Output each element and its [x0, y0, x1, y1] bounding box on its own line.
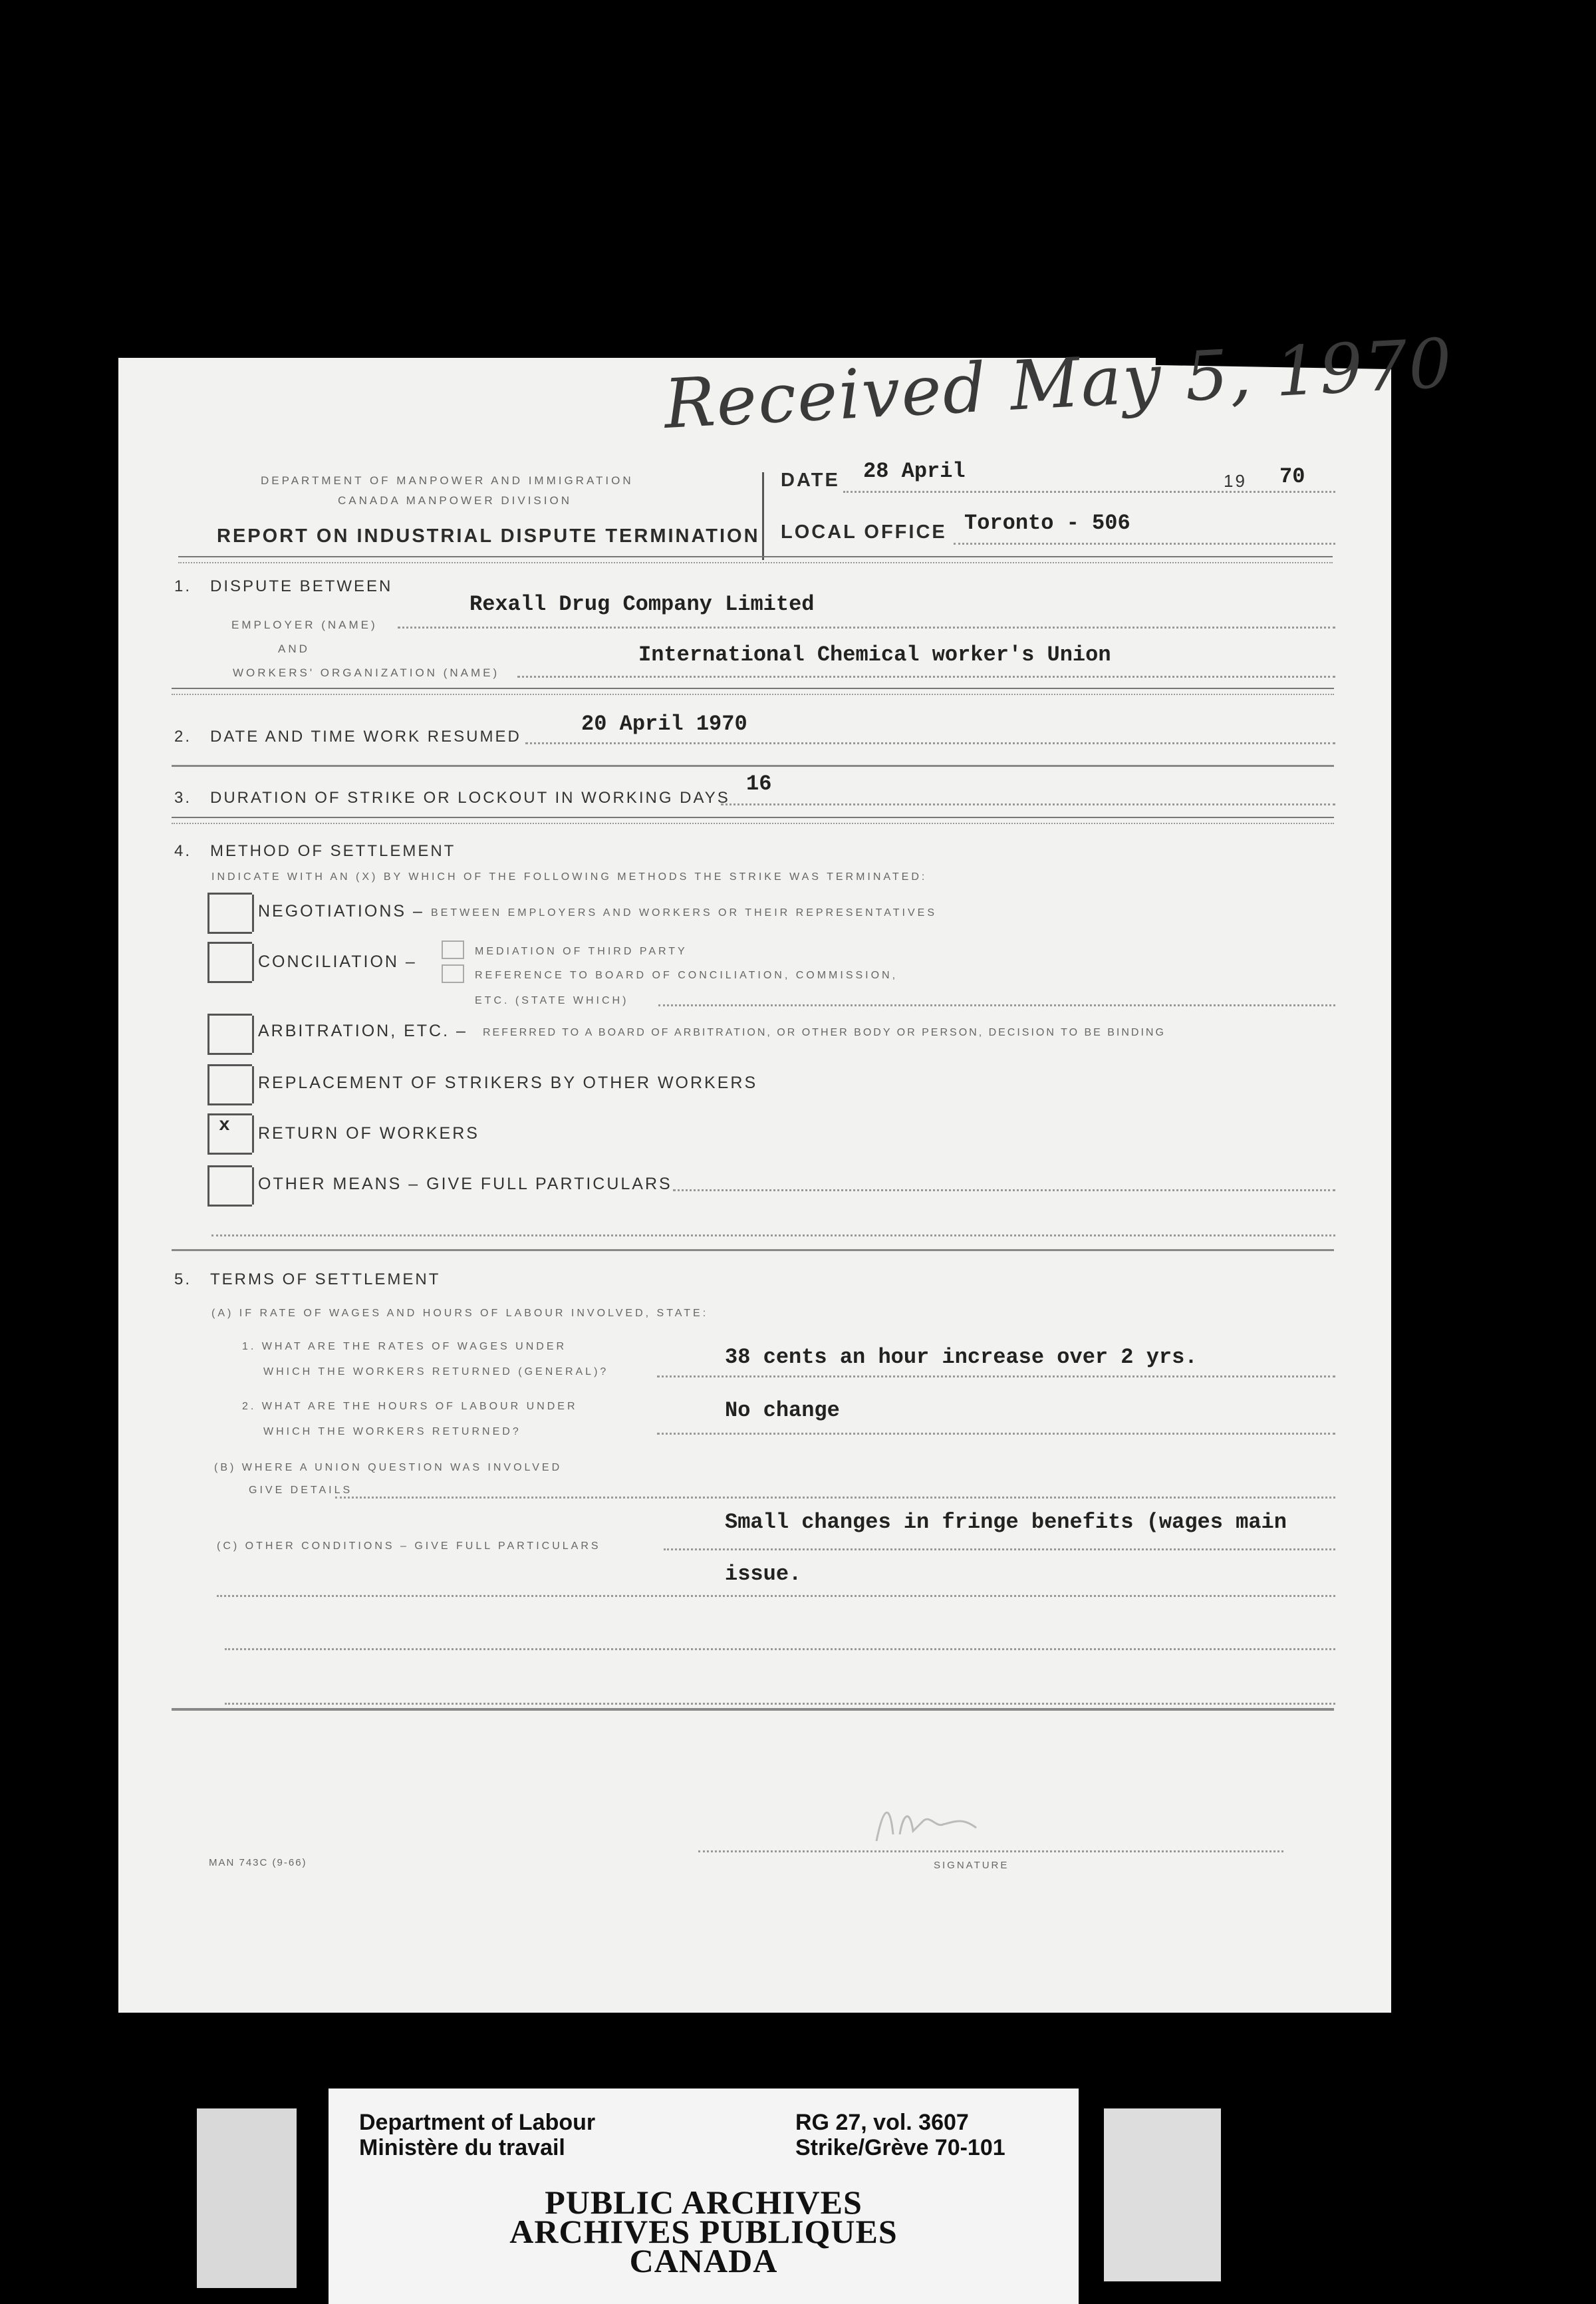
year-value: 70	[1279, 464, 1305, 489]
replacement-label: REPLACEMENT OF STRIKERS BY OTHER WORKERS	[258, 1074, 758, 1092]
public-archives-line: PUBLIC ARCHIVES	[545, 2184, 863, 2221]
negotiations-label: NEGOTIATIONS –	[258, 902, 424, 921]
form-title: REPORT ON INDUSTRIAL DISPUTE TERMINATION	[217, 525, 760, 547]
employer-value: Rexall Drug Company Limited	[469, 592, 815, 617]
hours-question-line1: 2. WHAT ARE THE HOURS OF LABOUR UNDER	[242, 1401, 578, 1412]
division-line: CANADA MANPOWER DIVISION	[338, 494, 572, 507]
negotiations-desc: BETWEEN EMPLOYERS AND WORKERS OR THEIR REPRESENTATIVES	[431, 907, 937, 919]
right-archive-tab	[1104, 2108, 1221, 2281]
other-conditions-line2: issue.	[725, 1562, 802, 1586]
hours-question-line2: WHICH THE WORKERS RETURNED?	[263, 1426, 521, 1437]
arbitration-label: ARBITRATION, ETC. –	[258, 1022, 467, 1040]
arbitration-desc: REFERRED TO A BOARD OF ARBITRATION, OR OTHER BODY OR PERSON, DECISION TO BE BINDING	[483, 1027, 1166, 1038]
received-handwriting: Received May 5, 1970	[662, 324, 1455, 444]
other-means-checkbox[interactable]	[207, 1165, 252, 1207]
archive-stamp	[329, 2088, 1079, 2304]
section3-title: DURATION OF STRIKE OR LOCKOUT IN WORKING DAYS	[210, 789, 730, 807]
and-label: AND	[278, 643, 310, 655]
stamp-dept-fr: Ministère du travail	[359, 2135, 565, 2160]
left-archive-tab	[197, 2108, 297, 2288]
workers-org-label: WORKERS' ORGANIZATION (NAME)	[233, 666, 500, 679]
other-conditions-line1: Small changes in fringe benefits (wages main	[725, 1510, 1287, 1534]
signature-scribble	[863, 1795, 1023, 1854]
return-of-workers-label: RETURN OF WORKERS	[258, 1124, 479, 1143]
wages-value: 38 cents an hour increase over 2 yrs.	[725, 1345, 1198, 1369]
checked-x-mark: x	[219, 1115, 230, 1136]
negotiations-checkbox[interactable]	[207, 893, 252, 934]
union-question-line2: GIVE DETAILS	[249, 1485, 353, 1496]
section2-number: 2.	[174, 728, 192, 746]
hours-value: No change	[725, 1398, 840, 1423]
section2-title: DATE AND TIME WORK RESUMED	[210, 728, 521, 746]
return-of-workers-checkbox[interactable]	[207, 1113, 252, 1155]
employer-label: EMPLOYER (NAME)	[231, 619, 378, 631]
wages-question-line2: WHICH THE WORKERS RETURNED (GENERAL)?	[263, 1366, 609, 1377]
archives-publiques-line: ARCHIVES PUBLIQUES	[509, 2213, 898, 2250]
etc-label: ETC. (STATE WHICH)	[475, 995, 629, 1006]
stamp-rg: RG 27, vol. 3607	[795, 2110, 969, 2135]
terms-a-label: (A) IF RATE OF WAGES AND HOURS OF LABOUR INVOLVED, STATE:	[211, 1308, 709, 1319]
date-value: 28 April	[863, 459, 966, 484]
year-prefix: 19	[1224, 471, 1247, 491]
section5-number: 5.	[174, 1270, 192, 1288]
reference-label: REFERENCE TO BOARD OF CONCILIATION, COMMISSION,	[475, 970, 898, 981]
reference-checkbox[interactable]	[442, 964, 464, 983]
conciliation-checkbox[interactable]	[207, 942, 252, 983]
form-page	[118, 324, 1455, 2013]
wages-question-line1: 1. WHAT ARE THE RATES OF WAGES UNDER	[242, 1341, 567, 1352]
section3-number: 3.	[174, 789, 192, 807]
arbitration-checkbox[interactable]	[207, 1014, 252, 1055]
stamp-strike: Strike/Grève 70-101	[795, 2135, 1005, 2160]
other-conditions-label: (C) OTHER CONDITIONS – GIVE FULL PARTICULARS	[217, 1540, 601, 1552]
form-number: MAN 743C (9-66)	[209, 1857, 307, 1868]
local-office-value: Toronto - 506	[964, 511, 1130, 535]
mediation-label: MEDIATION OF THIRD PARTY	[475, 946, 688, 957]
work-resumed-value: 20 April 1970	[581, 712, 747, 736]
local-office-label: LOCAL OFFICE	[781, 521, 947, 543]
date-label: DATE	[781, 470, 840, 491]
section4-number: 4.	[174, 842, 192, 860]
section1-number: 1.	[174, 577, 192, 595]
section1-title: DISPUTE BETWEEN	[210, 577, 393, 595]
section5-title: TERMS OF SETTLEMENT	[210, 1270, 441, 1288]
other-means-label: OTHER MEANS – GIVE FULL PARTICULARS	[258, 1175, 672, 1193]
union-question-line1: (B) WHERE A UNION QUESTION WAS INVOLVED	[214, 1462, 563, 1473]
conciliation-label: CONCILIATION –	[258, 952, 417, 971]
stamp-dept-en: Department of Labour	[359, 2110, 596, 2135]
department-line: DEPARTMENT OF MANPOWER AND IMMIGRATION	[261, 474, 634, 487]
canada-line: CANADA	[629, 2242, 778, 2279]
replacement-checkbox[interactable]	[207, 1064, 252, 1105]
method-instruction: INDICATE WITH AN (X) BY WHICH OF THE FOLLOWING METHODS THE STRIKE WAS TERMINATED:	[211, 871, 928, 883]
section4-title: METHOD OF SETTLEMENT	[210, 842, 456, 860]
duration-value: 16	[746, 772, 772, 796]
mediation-checkbox[interactable]	[442, 940, 464, 959]
workers-org-value: International Chemical worker's Union	[638, 643, 1111, 667]
signature-label: SIGNATURE	[934, 1860, 1009, 1871]
header-divider	[762, 472, 764, 560]
